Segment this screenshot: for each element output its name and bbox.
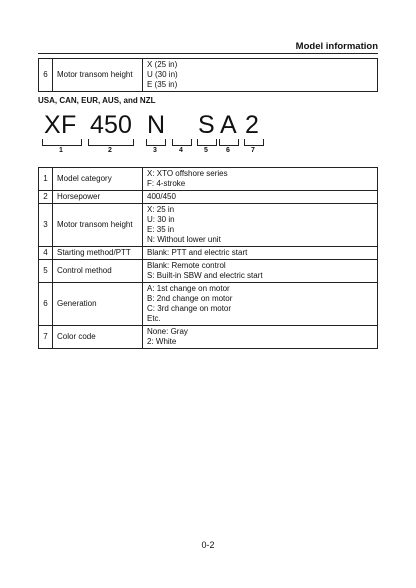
row-value: U: 30 in: [147, 215, 175, 224]
row-number: 7: [39, 326, 53, 349]
code-bracket: [42, 139, 82, 146]
code-char: A: [220, 111, 237, 139]
model-code-diagram: [38, 112, 278, 156]
table-row: [39, 326, 378, 349]
row-number: 2: [39, 191, 53, 204]
table-row: [39, 59, 378, 92]
code-bracket: [172, 139, 192, 146]
row-item: Horsepower: [53, 191, 143, 204]
row-item: Model category: [53, 168, 143, 191]
row-item: Starting method/PTT: [53, 247, 143, 260]
code-char: X: [44, 111, 61, 139]
code-position-number: 2: [108, 147, 112, 154]
table-row: [39, 247, 378, 260]
row-value: N: Without lower unit: [147, 235, 221, 244]
row-values: [143, 260, 378, 283]
code-char: F: [61, 111, 77, 139]
code-bracket: [88, 139, 134, 146]
model-code-table: [38, 167, 378, 349]
row-values: [143, 326, 378, 349]
row-value: 400/450: [147, 192, 176, 201]
row-value: F: 4-stroke: [147, 179, 186, 188]
code-char: 0: [118, 111, 132, 139]
row-values: [143, 191, 378, 204]
row-value: U (30 in): [147, 70, 178, 79]
code-char: N: [147, 111, 166, 139]
row-value: X: 25 in: [147, 205, 175, 214]
row-item: Generation: [53, 283, 143, 326]
row-values: [143, 283, 378, 326]
code-position-number: 5: [204, 147, 208, 154]
row-value: X (25 in): [147, 60, 178, 69]
code-char: S: [198, 111, 215, 139]
row-value: X: XTO offshore series: [147, 169, 228, 178]
row-value: Etc.: [147, 314, 161, 323]
row-values: [143, 59, 378, 92]
code-position-number: 6: [226, 147, 230, 154]
code-char: 5: [104, 111, 118, 139]
row-item: Control method: [53, 260, 143, 283]
row-value: E (35 in): [147, 80, 178, 89]
row-value: Blank: Remote control: [147, 261, 226, 270]
row-value: None: Gray: [147, 327, 188, 336]
code-char: 4: [90, 111, 104, 139]
row-item: Color code: [53, 326, 143, 349]
row-value: S: Built-in SBW and electric start: [147, 271, 263, 280]
row-value: A: 1st change on motor: [147, 284, 230, 293]
code-position-number: 1: [59, 147, 63, 154]
code-bracket: [197, 139, 217, 146]
row-values: [143, 247, 378, 260]
header-title: Model information: [295, 41, 378, 52]
row-number: 3: [39, 204, 53, 247]
code-bracket: [219, 139, 239, 146]
table-row: [39, 283, 378, 326]
row-number: 1: [39, 168, 53, 191]
row-value: E: 35 in: [147, 225, 175, 234]
row-item: Motor transom height: [53, 59, 143, 92]
row-value: C: 3rd change on motor: [147, 304, 232, 313]
row-values: [143, 204, 378, 247]
section-heading: USA, CAN, EUR, AUS, and NZL: [38, 96, 156, 105]
code-position-number: 3: [153, 147, 157, 154]
row-value: Blank: PTT and electric start: [147, 248, 248, 257]
row-number: 4: [39, 247, 53, 260]
row-value: 2: White: [147, 337, 177, 346]
page-number: 0-2: [201, 540, 215, 550]
row-item: Motor transom height: [53, 204, 143, 247]
header-rule: [38, 53, 378, 54]
transom-height-table: [38, 58, 378, 92]
row-value: B: 2nd change on motor: [147, 294, 233, 303]
table-row: [39, 204, 378, 247]
code-position-number: 7: [251, 147, 255, 154]
row-number: 6: [39, 283, 53, 326]
table-row: [39, 168, 378, 191]
code-bracket: [244, 139, 264, 146]
code-bracket: [146, 139, 166, 146]
row-values: [143, 168, 378, 191]
code-char: 2: [245, 111, 259, 139]
table-row: [39, 191, 378, 204]
code-position-number: 4: [179, 147, 183, 154]
row-number: 5: [39, 260, 53, 283]
table-row: [39, 260, 378, 283]
row-number: 6: [39, 59, 53, 92]
